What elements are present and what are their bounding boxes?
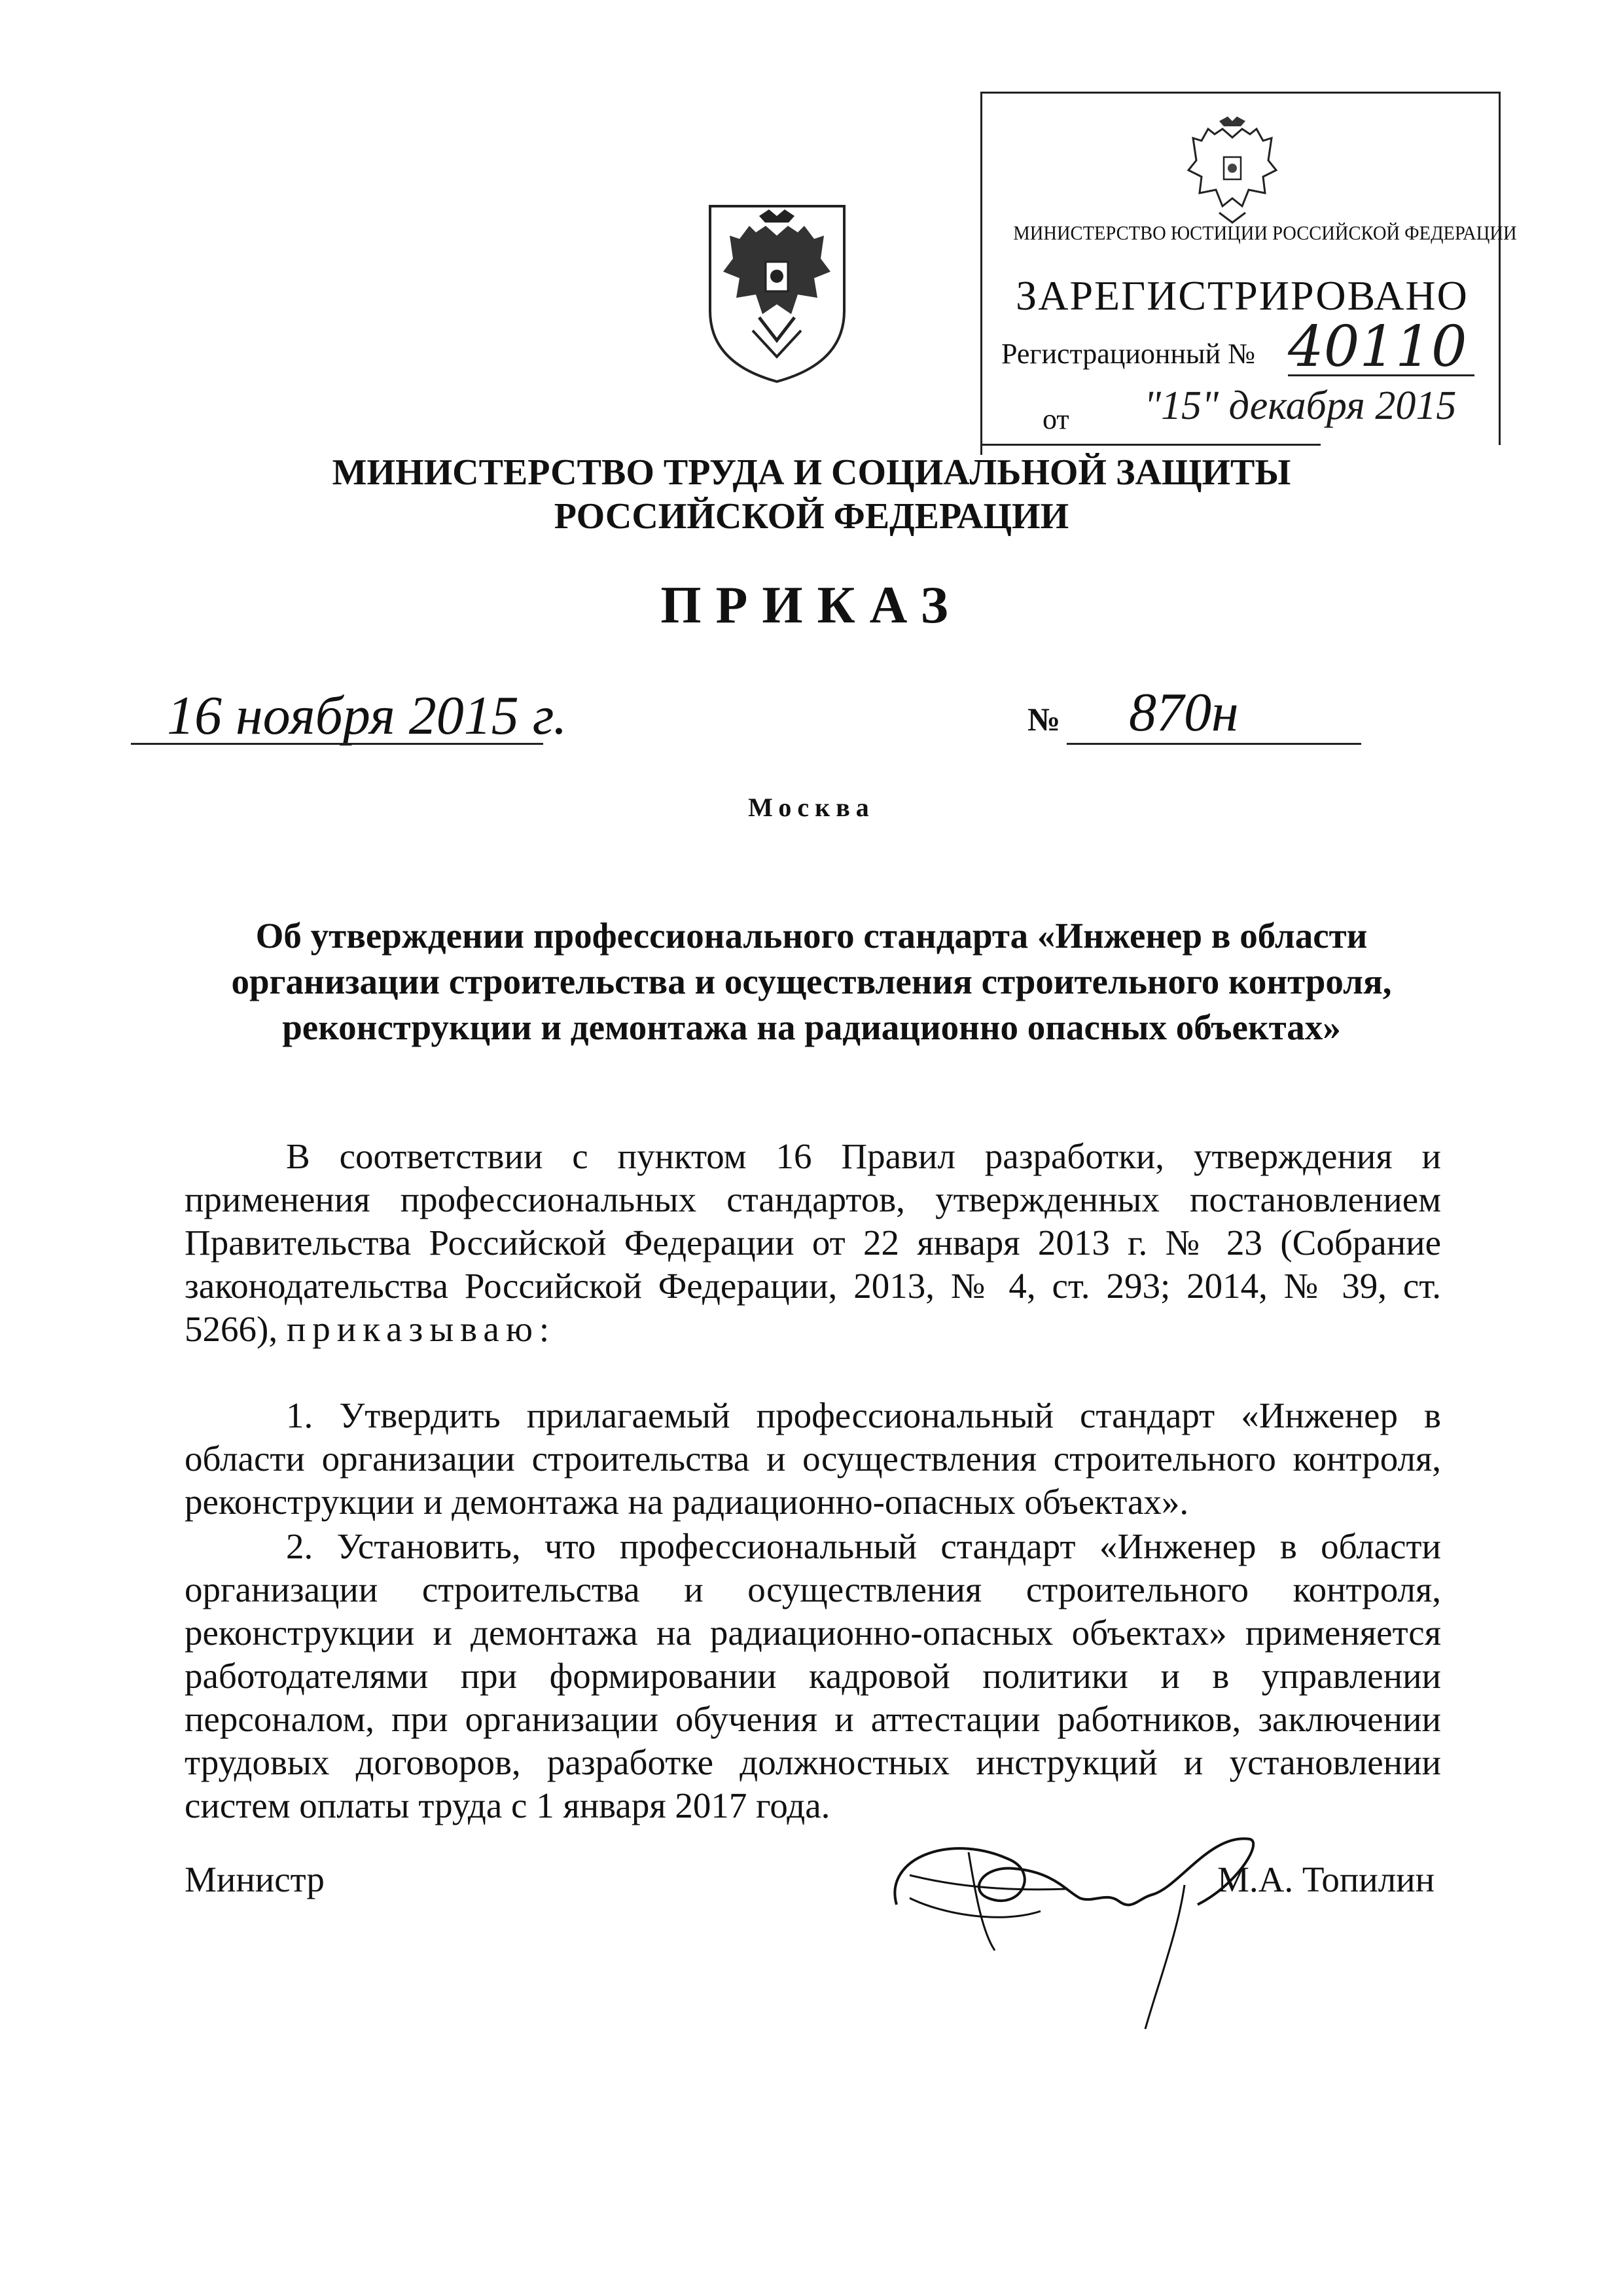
preamble-paragraph xyxy=(185,1135,1441,1351)
document-title: Об утверждении профессионального стандарта «Инженер в области организации строительства и осуществления строительного контроля, реконструкции и демонтажа на радиационно опасных объектах» xyxy=(231,916,1392,1047)
registration-stamp xyxy=(980,92,1517,455)
ministry-name-line1: МИНИСТЕРСТВО ТРУДА И СОЦИАЛЬНОЙ ЗАЩИТЫ xyxy=(332,452,1291,493)
stamp-registration-number: 40110 xyxy=(1288,314,1467,380)
stamp-registered-label: ЗАРЕГИСТРИРОВАНО xyxy=(1016,272,1469,319)
number-sign: № xyxy=(1027,701,1061,738)
handwritten-signature xyxy=(870,1734,1263,2036)
coat-of-arms-icon xyxy=(704,200,851,386)
stamp-registration-label: Регистрационный № xyxy=(1001,338,1256,370)
ministry-name-line2: РОССИЙСКОЙ ФЕДЕРАЦИИ xyxy=(554,496,1069,537)
order-date: 16 ноября 2015 г. xyxy=(167,685,567,746)
stamp-from-label: от xyxy=(1043,403,1069,435)
stamp-number-underline xyxy=(1288,374,1474,376)
clause-1-paragraph: 1. Утвердить прилагаемый профессиональный стандарт «Инженер в области организации строительства и осуществления строительного контроля, реконструкции и демонтажа на радиационно-опасных объектах». xyxy=(185,1395,1441,1522)
clause-2-paragraph: 2. Установить, что профессиональный стандарт «Инженер в области организации строительства и осуществления строительного контроля, реконструкции и демонтажа на радиационно-опасных объектах» применяется работодателями при формировании кадровой политики и в управлении персоналом, при организации обучения и аттестации работников, заключении трудовых договоров, разработке должностных инструкций и установлении систем оплаты труда с 1 января 2017 года. xyxy=(185,1526,1441,1825)
number-underline xyxy=(1067,743,1361,745)
order-number: 870н xyxy=(1129,682,1239,743)
stamp-eagle-icon xyxy=(1183,115,1281,226)
signer-position: Министр xyxy=(185,1859,325,1899)
document-type-heading: ПРИКАЗ xyxy=(660,577,963,634)
city-label: Москва xyxy=(748,793,875,822)
stamp-ministry-name: МИНИСТЕРСТВО ЮСТИЦИИ РОССИЙСКОЙ ФЕДЕРАЦИИ xyxy=(1013,221,1517,244)
order-word: приказываю: xyxy=(286,1309,556,1349)
signer-name: М.А. Топилин xyxy=(1217,1859,1435,1899)
preamble-text: В соответствии с пунктом 16 Правил разработки, утверждения и применения профессиональных стандартов, утвержденных постановлением Правительства Российской Федерации от 22 января 2013 г. № 23 (Собрание законодательства Российской Федерации, 2013, № 4, ст. 293; 2014, № 39, ст. 5266), xyxy=(185,1136,1441,1349)
date-underline xyxy=(131,743,543,745)
stamp-registration-date: "15" декабря 2015 xyxy=(1144,384,1457,428)
